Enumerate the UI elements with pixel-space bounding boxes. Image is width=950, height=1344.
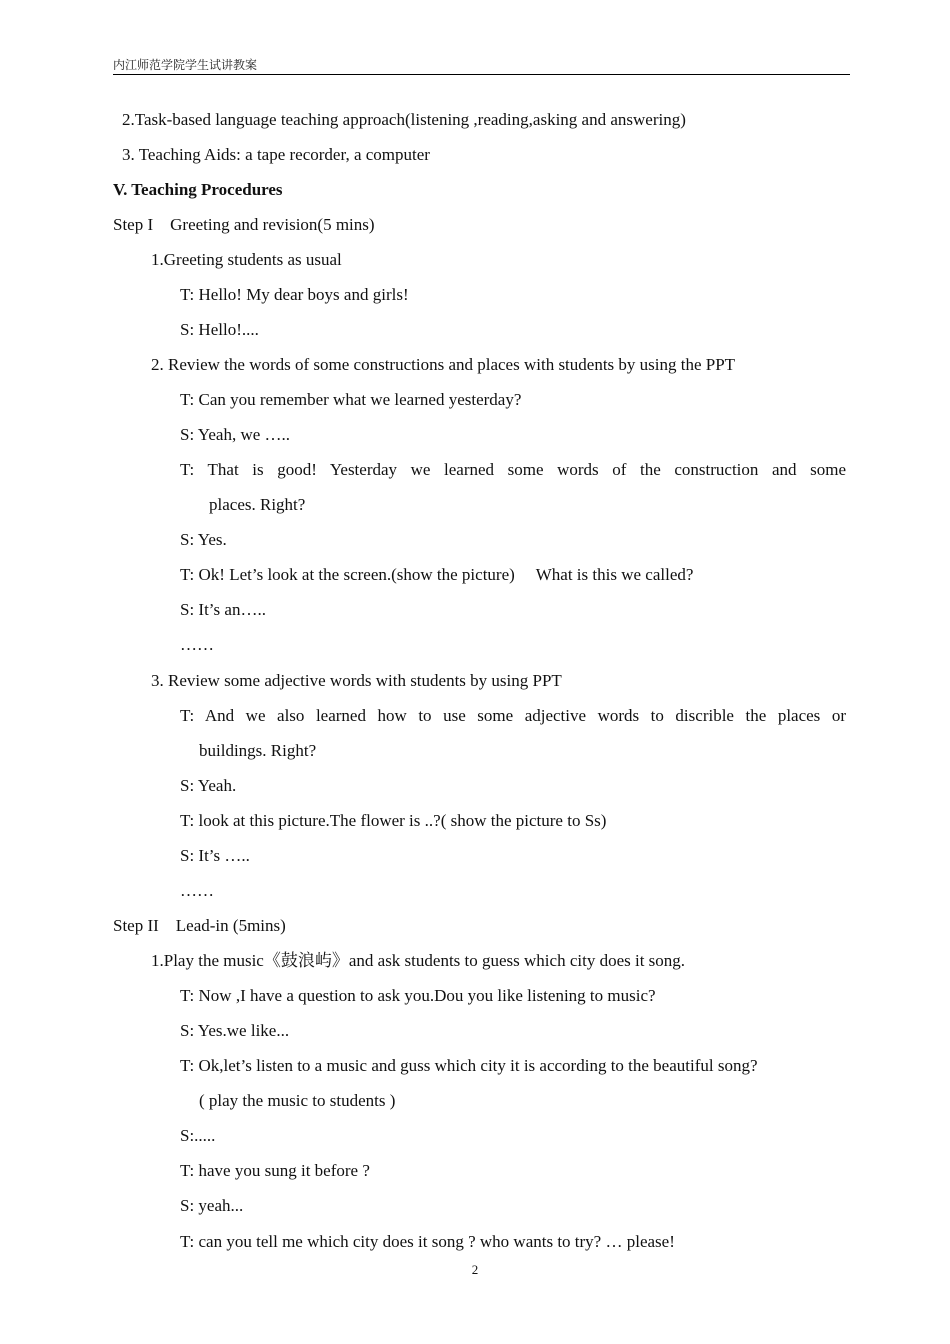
- dialogue-line-continuation: ( play the music to students ): [199, 1091, 396, 1110]
- dialogue-line: T: Hello! My dear boys and girls!: [180, 285, 409, 304]
- dialogue-line: T: Ok! Let’s look at the screen.(show the picture) What is this we called?: [180, 565, 694, 584]
- dialogue-line: T: And we also learned how to use some adjective words to discrible the places or: [180, 706, 846, 725]
- text-line: 1.Play the music《鼓浪屿》and ask students to guess which city does it song.: [151, 951, 686, 970]
- dialogue-line: S: It’s an…..: [180, 600, 266, 619]
- page-header: 内江师范学院学生试讲教案: [113, 56, 850, 75]
- dialogue-line: T: That is good! Yesterday we learned some words of the construction and some: [180, 460, 846, 479]
- dialogue-line: T: Can you remember what we learned yesterday?: [180, 390, 522, 409]
- dialogue-line-continuation: buildings. Right?: [199, 741, 317, 760]
- page-number: 2: [471, 1262, 479, 1277]
- dialogue-line: S: Yeah, we …..: [180, 425, 291, 444]
- text-line: 1.Greeting students as usual: [151, 250, 342, 269]
- step-heading: Step I Greeting and revision(5 mins): [113, 215, 375, 234]
- dialogue-line-continuation: places. Right?: [209, 495, 306, 514]
- dialogue-line: T: can you tell me which city does it song ? who wants to try? … please!: [180, 1232, 675, 1251]
- dialogue-line: T: Now ,I have a question to ask you.Dou you like listening to music?: [180, 986, 656, 1005]
- dialogue-line: S: It’s …..: [180, 846, 250, 865]
- dialogue-line: S: Yeah.: [180, 776, 237, 795]
- dialogue-line: S: Yes.we like...: [180, 1021, 290, 1040]
- dialogue-line: S: Hello!....: [180, 320, 259, 339]
- dialogue-line: S: Yes.: [180, 530, 227, 549]
- dialogue-line: T: Ok,let’s listen to a music and guss which city it is according to the beautiful song?: [180, 1056, 758, 1075]
- ellipsis-line: ……: [180, 635, 214, 654]
- dialogue-line: S:.....: [180, 1126, 216, 1145]
- ellipsis-line: ……: [180, 881, 214, 900]
- dialogue-line: T: look at this picture.The flower is ..?( show the picture to Ss): [180, 811, 607, 830]
- dialogue-line: T: have you sung it before ?: [180, 1161, 370, 1180]
- text-line: 2.Task-based language teaching approach(listening ,reading,asking and answering): [122, 110, 686, 129]
- dialogue-line: S: yeah...: [180, 1196, 244, 1215]
- text-line: 3. Review some adjective words with students by using PPT: [151, 671, 562, 690]
- section-heading: V. Teaching Procedures: [113, 180, 283, 199]
- step-heading: Step II Lead-in (5mins): [113, 916, 286, 935]
- text-line: 3. Teaching Aids: a tape recorder, a computer: [122, 145, 430, 164]
- text-line: 2. Review the words of some constructions and places with students by using the PPT: [151, 355, 736, 374]
